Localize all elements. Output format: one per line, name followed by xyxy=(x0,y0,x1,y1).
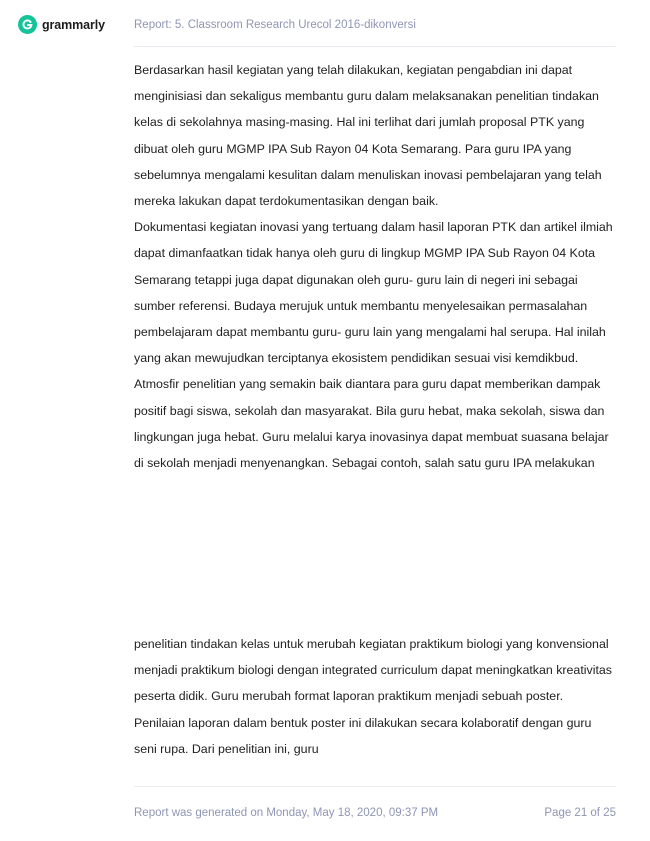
paragraph: Atmosfir penelitian yang semakin baik diantara para guru dapat memberikan dampak positif bagi siswa, sekolah dan masyarakat. Bila guru hebat, maka sekolah, siswa dan lingkungan juga hebat. Guru melalui karya inovasinya dapat membuat suasana belajar di sekolah menjadi menyenangkan. Sebagai contoh, salah satu guru IPA melakukan xyxy=(134,377,609,471)
document-body xyxy=(134,57,616,476)
footer-divider xyxy=(134,786,616,787)
grammarly-g-icon xyxy=(18,15,37,34)
grammarly-logo xyxy=(18,15,105,34)
brand-name: grammarly xyxy=(42,17,106,32)
paragraph: Dokumentasi kegiatan inovasi yang tertuang dalam hasil laporan PTK dan artikel ilmiah dapat dimanfaatkan tidak hanya oleh guru di lingkup MGMP IPA Sub Rayon 04 Kota Semarang tetappi juga dapat digunakan oleh guru- guru lain di negeri ini sebagai sumber referensi. Budaya merujuk untuk membantu menyelesaikan permasalahan pembelajaram dapat membantu guru- guru lain yang mengalami hal serupa. Hal inilah yang akan mewujudkan terciptanya ekosistem pendidikan sesuai visi kemdikbud. xyxy=(134,220,613,366)
page-number: Page 21 of 25 xyxy=(544,807,616,819)
header-divider xyxy=(134,46,616,47)
report-title: Report: 5. Classroom Research Urecol 2016-dikonversi xyxy=(134,19,416,31)
paragraph: penelitian tindakan kelas untuk merubah kegiatan praktikum biologi yang konvensional menjadi praktikum biologi dengan integrated curriculum dapat meningkatkan kreativitas peserta didik. Guru merubah format laporan praktikum menjadi sebuah poster. Penilaian laporan dalam bentuk poster ini dilakukan secara kolaboratif dengan guru seni rupa. Dari penelitian ini, guru xyxy=(134,637,612,756)
generated-timestamp: Report was generated on Monday, May 18, 2020, 09:37 PM xyxy=(134,807,439,819)
paragraph: Berdasarkan hasil kegiatan yang telah dilakukan, kegiatan pengabdian ini dapat menginisiasi dan sekaligus membantu guru dalam melaksanakan penelitian tindakan kelas di sekolahnya masing-masing. Hal ini terlihat dari jumlah proposal PTK yang dibuat oleh guru MGMP IPA Sub Rayon 04 Kota Semarang. Para guru IPA yang sebelumnya mengalami kesulitan dalam menuliskan inovasi pembelajaran yang telah mereka lakukan dapat terdokumentasikan dengan baik. xyxy=(134,63,602,209)
document-body-continued xyxy=(134,631,616,762)
report-header xyxy=(0,0,650,48)
